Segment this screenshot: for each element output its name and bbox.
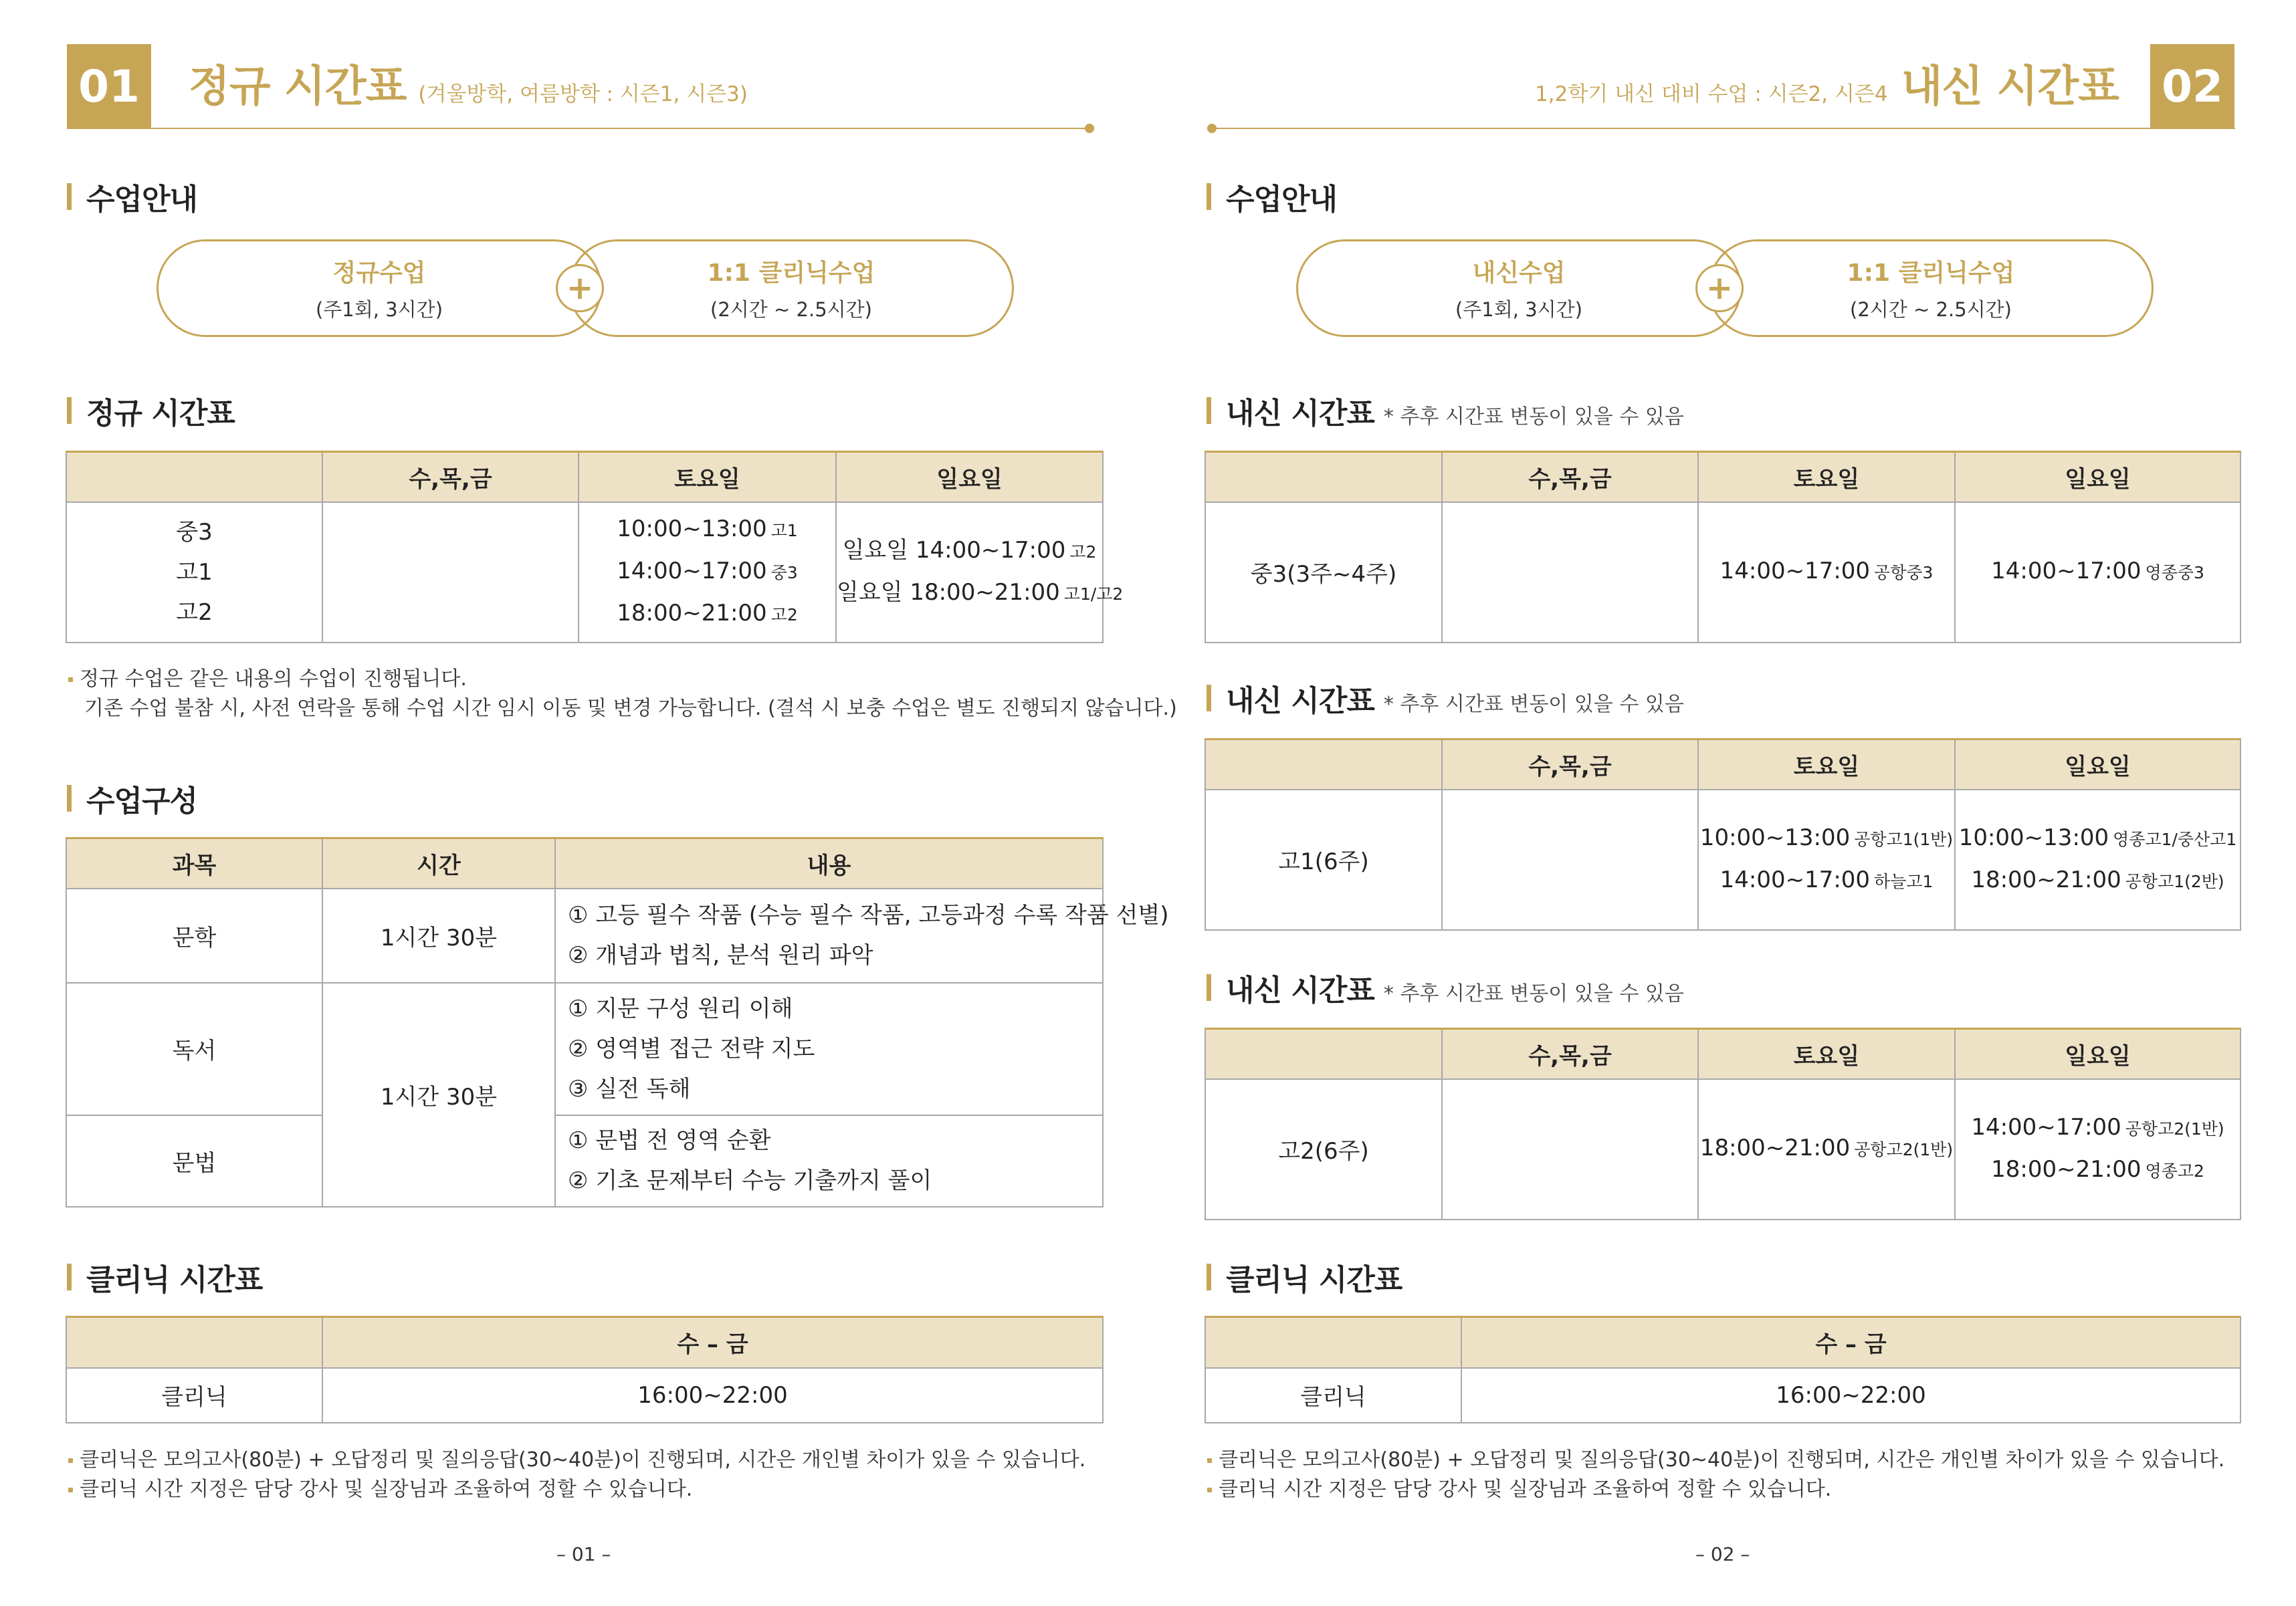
table-header-row — [1205, 1317, 2240, 1368]
saturday-cell — [1698, 502, 1955, 643]
pill-title: 내신수업 — [1472, 259, 1566, 287]
sunday-cell — [1955, 1079, 2240, 1220]
note-text: 클리닉은 모의고사(80분) + 오답정리 및 질의응답(30~40분)이 진행되며, 시간은 개인별 차이가 있을 수 있습니다. — [80, 1448, 1086, 1472]
section-heading-timetable-1 — [1207, 389, 1684, 432]
header-divider — [67, 128, 1090, 129]
class-tag: 공항고1(1반) — [1854, 829, 1954, 849]
clinic-notes — [1207, 1446, 2224, 1504]
time-text: 14:00~17:00 — [617, 558, 767, 584]
weekday-cell — [1442, 502, 1698, 643]
section-title: 내신 시간표 — [1226, 684, 1374, 718]
header-cell: 시간 — [322, 838, 555, 889]
section-note: * 추후 시간표 변동이 있을 수 있음 — [1383, 982, 1684, 1006]
clinic-time-cell: 16:00~22:00 — [322, 1368, 1103, 1423]
note-line — [68, 665, 1177, 694]
pill-subtitle: (2시간 ~ 2.5시간) — [710, 298, 872, 321]
page-header — [1535, 52, 2119, 114]
clinic-class-pill — [568, 239, 1014, 337]
content-item: ① 문법 전 영역 순환 — [568, 1127, 771, 1154]
page-title: 내신 시간표 — [1901, 62, 2119, 112]
time-slot — [579, 593, 835, 635]
header-cell: 일요일 — [1955, 739, 2240, 790]
table-header-row — [66, 452, 1103, 502]
note-line — [68, 1475, 1085, 1504]
time-slot — [1699, 1128, 1954, 1170]
time-text: 10:00~13:00 — [1958, 824, 2109, 851]
time-slot — [837, 530, 1102, 572]
saturday-cell — [579, 502, 836, 643]
clinic-time-cell: 16:00~22:00 — [1461, 1368, 2240, 1423]
time-slot — [1956, 818, 2240, 860]
grade-label: 중3 — [176, 518, 213, 546]
section-heading-timetable — [67, 389, 235, 432]
note-text: 클리닉 시간 지정은 담당 강사 및 실장님과 조율하여 정할 수 있습니다. — [80, 1478, 693, 1501]
class-info-pills — [1296, 239, 2154, 337]
section-title: 내신 시간표 — [1226, 396, 1374, 431]
content-item: ③ 실전 독해 — [568, 1075, 691, 1103]
header-cell: 일요일 — [1955, 1029, 2240, 1079]
header-cell: 토요일 — [1698, 452, 1955, 502]
time-slot — [1699, 860, 1954, 902]
divider-dot — [1085, 124, 1094, 133]
class-tag: 공항고2(1반) — [1854, 1140, 1954, 1159]
subject-cell: 문법 — [66, 1115, 322, 1207]
header-cell: 토요일 — [579, 452, 836, 502]
school-timetable-m3 — [1205, 451, 2241, 643]
regular-timetable — [66, 451, 1124, 643]
table-row — [1205, 1079, 2240, 1220]
note-line — [1207, 1475, 2224, 1504]
time-text: 14:00~17:00 — [1719, 558, 1871, 584]
header-cell: 내용 — [555, 838, 1103, 889]
subject-cell: 문학 — [66, 889, 322, 983]
header-cell: 토요일 — [1698, 1029, 1955, 1079]
note-text: 기존 수업 불참 시, 사전 연락을 통해 수업 시간 임시 이동 및 변경 가능합니다. (결석 시 보충 수업은 별도 진행되지 않습니다.) — [84, 697, 1177, 720]
section-title: 수업안내 — [86, 183, 198, 217]
time-cell: 1시간 30분 — [322, 983, 555, 1207]
grade-cell: 고2(6주) — [1205, 1079, 1442, 1220]
section-heading-timetable-3 — [1207, 966, 1684, 1009]
bullet-icon — [68, 677, 73, 682]
content-item: ② 개념과 법칙, 분석 원리 파악 — [568, 942, 873, 969]
section-title: 클리닉 시간표 — [86, 1263, 263, 1297]
composition-table — [66, 837, 1169, 1208]
school-timetable-h1 — [1205, 738, 2241, 931]
time-slot — [579, 551, 835, 593]
time-text: 일요일 14:00~17:00 — [842, 536, 1066, 564]
pill-title: 정규수업 — [332, 259, 426, 287]
time-slot — [837, 572, 1124, 614]
section-bar — [1207, 183, 1211, 210]
section-bar — [1207, 397, 1211, 424]
table-row — [1205, 1368, 2240, 1423]
grade-cell: 고1(6주) — [1205, 790, 1442, 930]
header-cell: 일요일 — [836, 452, 1103, 502]
clinic-class-pill — [1708, 239, 2154, 337]
class-tag: 중3 — [770, 563, 798, 582]
class-info-pills — [156, 239, 1014, 337]
table-row — [66, 1368, 1103, 1423]
time-text: 18:00~21:00 — [1971, 866, 2121, 893]
table-row — [1205, 502, 2240, 643]
header-cell: 수,목,금 — [1442, 739, 1698, 790]
section-title: 내신 시간표 — [1226, 973, 1374, 1008]
note-line — [68, 694, 1177, 723]
sunday-cell — [1955, 790, 2240, 930]
page-number: – 02 – — [1695, 1543, 1750, 1565]
time-text: 14:00~17:00 — [1971, 1113, 2121, 1141]
time-slot — [1956, 860, 2240, 902]
header-cell — [1205, 739, 1442, 790]
header-cell: 수,목,금 — [322, 452, 579, 502]
weekday-cell — [1442, 790, 1698, 930]
note-line — [68, 1446, 1085, 1475]
section-heading-clinic — [67, 1256, 262, 1298]
section-bar — [1207, 974, 1211, 1001]
class-tag: 영종고1/중산고1 — [2113, 829, 2237, 849]
weekday-cell — [1442, 1079, 1698, 1220]
header-cell: 일요일 — [1955, 452, 2240, 502]
clinic-label-cell: 클리닉 — [1205, 1368, 1461, 1423]
time-slot — [1956, 1149, 2240, 1191]
saturday-cell — [1698, 790, 1955, 930]
time-text: 10:00~13:00 — [617, 515, 767, 542]
note-line — [1207, 1446, 2224, 1475]
class-tag: 영종고2 — [2145, 1161, 2204, 1181]
pill-subtitle: (주1회, 3시간) — [1455, 298, 1583, 321]
grade-label: 고2 — [176, 598, 213, 626]
table-header-row — [1205, 739, 2240, 790]
header-cell — [1205, 1317, 1461, 1368]
page-header — [189, 52, 748, 114]
class-tag: 고2 — [770, 605, 798, 624]
page-title: 정규 시간표 — [189, 62, 407, 112]
class-tag: 고1 — [770, 521, 798, 540]
time-slot — [1699, 551, 1954, 593]
header-cell: 수 – 금 — [322, 1317, 1103, 1368]
table-row — [1205, 790, 2240, 930]
school-class-pill — [1296, 239, 1742, 337]
table-row — [66, 502, 1103, 643]
bullet-icon — [68, 1458, 73, 1463]
class-tag: 고2 — [1069, 542, 1097, 562]
note-text: 클리닉 시간 지정은 담당 강사 및 실장님과 조율하여 정할 수 있습니다. — [1219, 1478, 1832, 1501]
page-number-badge: 01 — [67, 44, 151, 128]
section-bar — [67, 397, 72, 424]
clinic-table — [1205, 1316, 2241, 1423]
page-number-badge: 02 — [2150, 44, 2234, 128]
pill-title: 1:1 클리닉수업 — [1847, 259, 2015, 287]
content-cell — [555, 983, 1103, 1115]
class-tag: 공항중3 — [1874, 563, 1934, 582]
time-text: 18:00~21:00 — [1991, 1155, 2142, 1183]
bullet-icon — [1207, 1488, 1212, 1492]
bullet-icon — [68, 1488, 73, 1492]
section-note: * 추후 시간표 변동이 있을 수 있음 — [1383, 693, 1684, 716]
header-cell — [66, 452, 322, 502]
page-subtitle: (겨울방학, 여름방학 : 시즌1, 시즌3) — [418, 82, 748, 106]
clinic-table — [66, 1316, 1104, 1423]
pill-subtitle: (주1회, 3시간) — [315, 298, 443, 321]
section-heading-guide — [1207, 175, 1337, 218]
timetable-notes — [68, 665, 1177, 723]
table-header-row — [66, 1317, 1103, 1368]
table-row — [66, 983, 1103, 1115]
time-text: 10:00~13:00 — [1699, 824, 1851, 851]
class-tag: 하늘고1 — [1874, 871, 1934, 891]
section-bar — [67, 1264, 72, 1290]
time-slot — [1956, 1107, 2240, 1149]
subject-cell: 독서 — [66, 983, 322, 1115]
header-cell: 수 – 금 — [1461, 1317, 2240, 1368]
time-text: 일요일 18:00~21:00 — [837, 578, 1060, 606]
header-cell — [1205, 452, 1442, 502]
table-row — [66, 889, 1103, 983]
note-text: 클리닉은 모의고사(80분) + 오답정리 및 질의응답(30~40분)이 진행되며, 시간은 개인별 차이가 있을 수 있습니다. — [1219, 1448, 2225, 1472]
time-cell: 1시간 30분 — [322, 889, 555, 983]
note-text: 정규 수업은 같은 내용의 수업이 진행됩니다. — [80, 667, 467, 691]
header-cell: 수,목,금 — [1442, 1029, 1698, 1079]
header-divider — [1212, 128, 2235, 129]
section-title: 클리닉 시간표 — [1226, 1263, 1402, 1297]
section-bar — [1207, 1264, 1211, 1290]
header-cell — [66, 1317, 322, 1368]
time-text: 18:00~21:00 — [617, 600, 767, 626]
bullet-icon — [1207, 1458, 1212, 1463]
school-timetable-h2 — [1205, 1028, 2241, 1220]
class-tag: 공항고2(1반) — [2125, 1119, 2224, 1139]
class-tag: 고1/고2 — [1063, 584, 1124, 604]
content-item: ① 지문 구성 원리 이해 — [568, 995, 793, 1022]
content-item: ① 고등 필수 작품 (수능 필수 작품, 고등과정 수록 작품 선별) — [568, 902, 1169, 929]
grade-cell: 중3(3주~4주) — [1205, 502, 1442, 643]
class-tag: 영종중3 — [2145, 563, 2204, 582]
divider-dot — [1207, 124, 1217, 133]
plus-icon: + — [556, 264, 604, 312]
pill-title: 1:1 클리닉수업 — [707, 259, 875, 287]
regular-class-pill — [156, 239, 602, 337]
table-header-row — [1205, 1029, 2240, 1079]
table-row — [66, 1115, 1103, 1207]
sunday-cell — [836, 502, 1124, 643]
table-header-row — [1205, 452, 2240, 502]
page-number: – 01 – — [556, 1543, 611, 1565]
section-bar — [67, 785, 72, 812]
time-text: 18:00~21:00 — [1699, 1135, 1851, 1161]
section-heading-clinic — [1207, 1256, 1402, 1298]
time-text: 14:00~17:00 — [1991, 558, 2142, 584]
clinic-label-cell: 클리닉 — [66, 1368, 322, 1423]
class-tag: 공항고1(2반) — [2125, 871, 2224, 891]
page-subtitle: 1,2학기 내신 대비 수업 : 시즌2, 시즌4 — [1535, 82, 1888, 106]
content-item: ② 영역별 접근 전략 지도 — [568, 1035, 815, 1062]
section-heading-guide — [67, 175, 197, 218]
section-title: 수업구성 — [86, 784, 198, 818]
section-note: * 추후 시간표 변동이 있을 수 있음 — [1383, 405, 1684, 429]
header-cell: 토요일 — [1698, 739, 1955, 790]
grade-cell — [66, 502, 322, 643]
time-slot — [1956, 551, 2240, 593]
plus-icon: + — [1695, 264, 1744, 312]
grade-label: 고1 — [176, 558, 213, 586]
time-slot — [579, 509, 835, 551]
section-bar — [67, 183, 72, 210]
content-cell — [555, 889, 1169, 983]
section-title: 수업안내 — [1226, 183, 1338, 217]
time-text: 14:00~17:00 — [1719, 866, 1871, 893]
time-slot — [1699, 818, 1954, 860]
weekday-cell — [322, 502, 579, 643]
section-bar — [1207, 685, 1211, 711]
header-cell: 과목 — [66, 838, 322, 889]
header-cell: 수,목,금 — [1442, 452, 1698, 502]
section-heading-timetable-2 — [1207, 677, 1684, 719]
pill-subtitle: (2시간 ~ 2.5시간) — [1850, 298, 2012, 321]
table-header-row — [66, 838, 1103, 889]
content-item: ② 기초 문제부터 수능 기출까지 풀이 — [568, 1167, 932, 1194]
page-right — [1148, 0, 2296, 1606]
sunday-cell — [1955, 502, 2240, 643]
content-cell — [555, 1115, 1103, 1207]
clinic-notes — [68, 1446, 1085, 1504]
header-cell — [1205, 1029, 1442, 1079]
saturday-cell — [1698, 1079, 1955, 1220]
section-title: 정규 시간표 — [86, 396, 235, 431]
section-heading-composition — [67, 777, 197, 820]
